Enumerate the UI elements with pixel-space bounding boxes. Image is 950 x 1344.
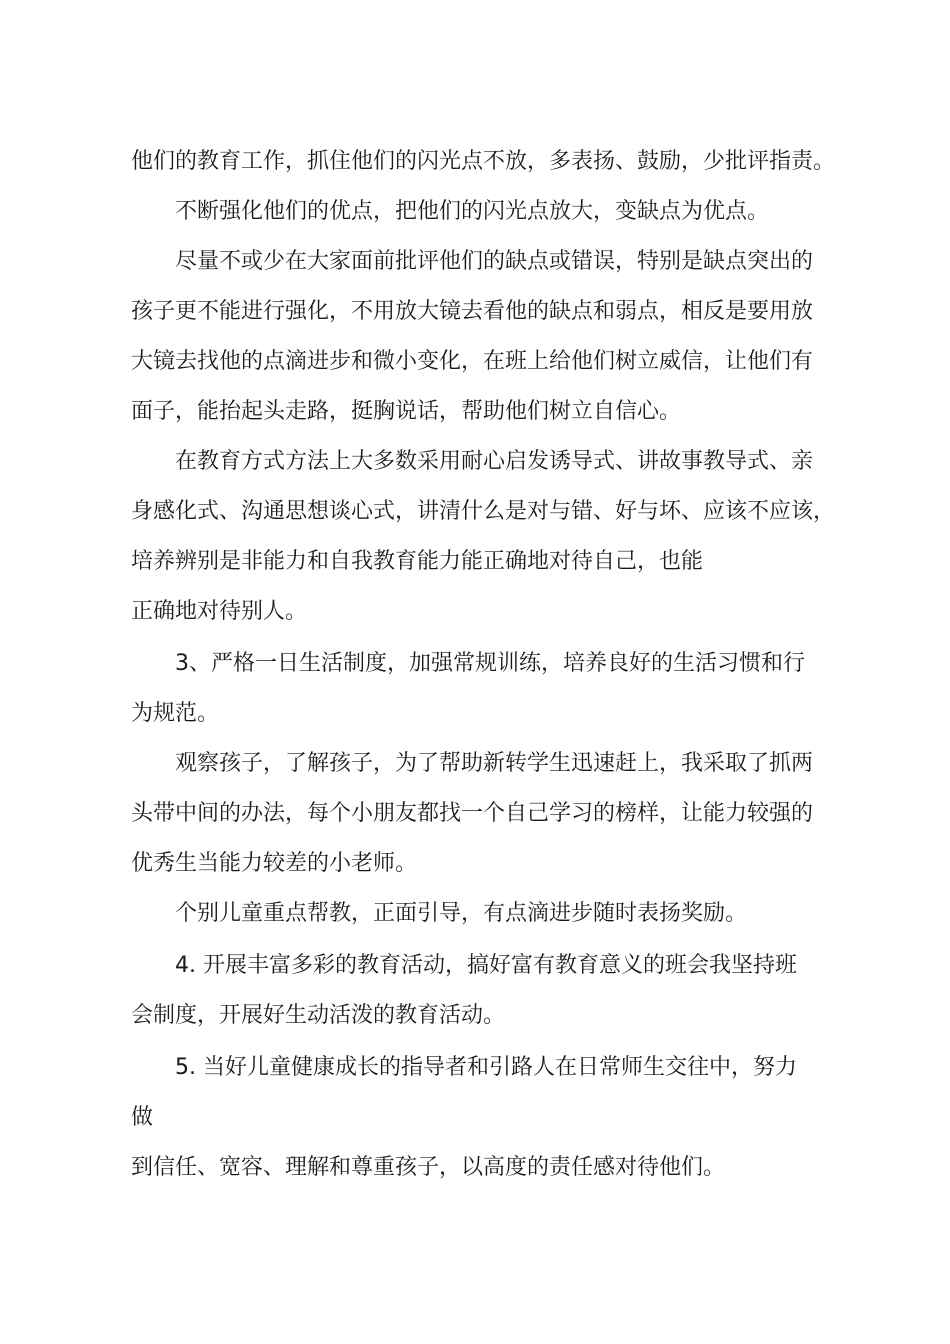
text-line-6: 面子，能抬起头走路，挺胸说话，帮助他们树立自信心。 <box>131 399 682 424</box>
text-line-12: 为规范。 <box>131 701 220 726</box>
text-line-1: 他们的教育工作，抓住他们的闪光点不放，多表扬、鼓励，少批评指责。 <box>131 149 836 174</box>
text-line-7: 在教育方式方法上大多数采用耐心启发诱导式、讲故事教导式、亲 <box>175 449 814 474</box>
text-line-14: 头带中间的办法，每个小朋友都找一个自己学习的榜样，让能力较强的 <box>131 801 814 826</box>
text-line-11: 3、严格一日生活制度，加强常规训练，培养良好的生活习惯和行 <box>175 651 805 676</box>
text-line-9: 培养辨别是非能力和自我教育能力能正确地对待自己，也能 <box>131 549 704 574</box>
text-line-16: 个别儿童重点帮教，正面引导，有点滴进步随时表扬奖励。 <box>175 901 748 926</box>
text-line-5: 大镜去找他的点滴进步和微小变化，在班上给他们树立威信，让他们有 <box>131 349 814 374</box>
text-line-18: 会制度，开展好生动活泼的教育活动。 <box>131 1003 506 1028</box>
text-line-2: 不断强化他们的优点，把他们的闪光点放大，变缺点为优点。 <box>175 199 770 224</box>
text-line-19: 5. 当好儿童健康成长的指导者和引路人在日常师生交往中，努力 <box>175 1055 797 1080</box>
text-line-3: 尽量不或少在大家面前批评他们的缺点或错误，特别是缺点突出的 <box>175 249 814 274</box>
text-line-15: 优秀生当能力较差的小老师。 <box>131 851 418 876</box>
text-line-20: 做 <box>131 1105 154 1130</box>
text-line-21: 到信任、宽容、理解和尊重孩子，以高度的责任感对待他们。 <box>131 1155 726 1180</box>
text-line-8: 身感化式、沟通思想谈心式，讲清什么是对与错、好与坏、应该不应该， <box>131 499 836 524</box>
text-line-4: 孩子更不能进行强化，不用放大镜去看他的缺点和弱点，相反是要用放 <box>131 299 814 324</box>
text-line-10: 正确地对待别人。 <box>131 599 308 624</box>
text-line-17: 4. 开展丰富多彩的教育活动，搞好富有教育意义的班会我坚持班 <box>175 953 797 978</box>
text-line-13: 观察孩子，了解孩子，为了帮助新转学生迅速赶上，我采取了抓两 <box>175 751 814 776</box>
